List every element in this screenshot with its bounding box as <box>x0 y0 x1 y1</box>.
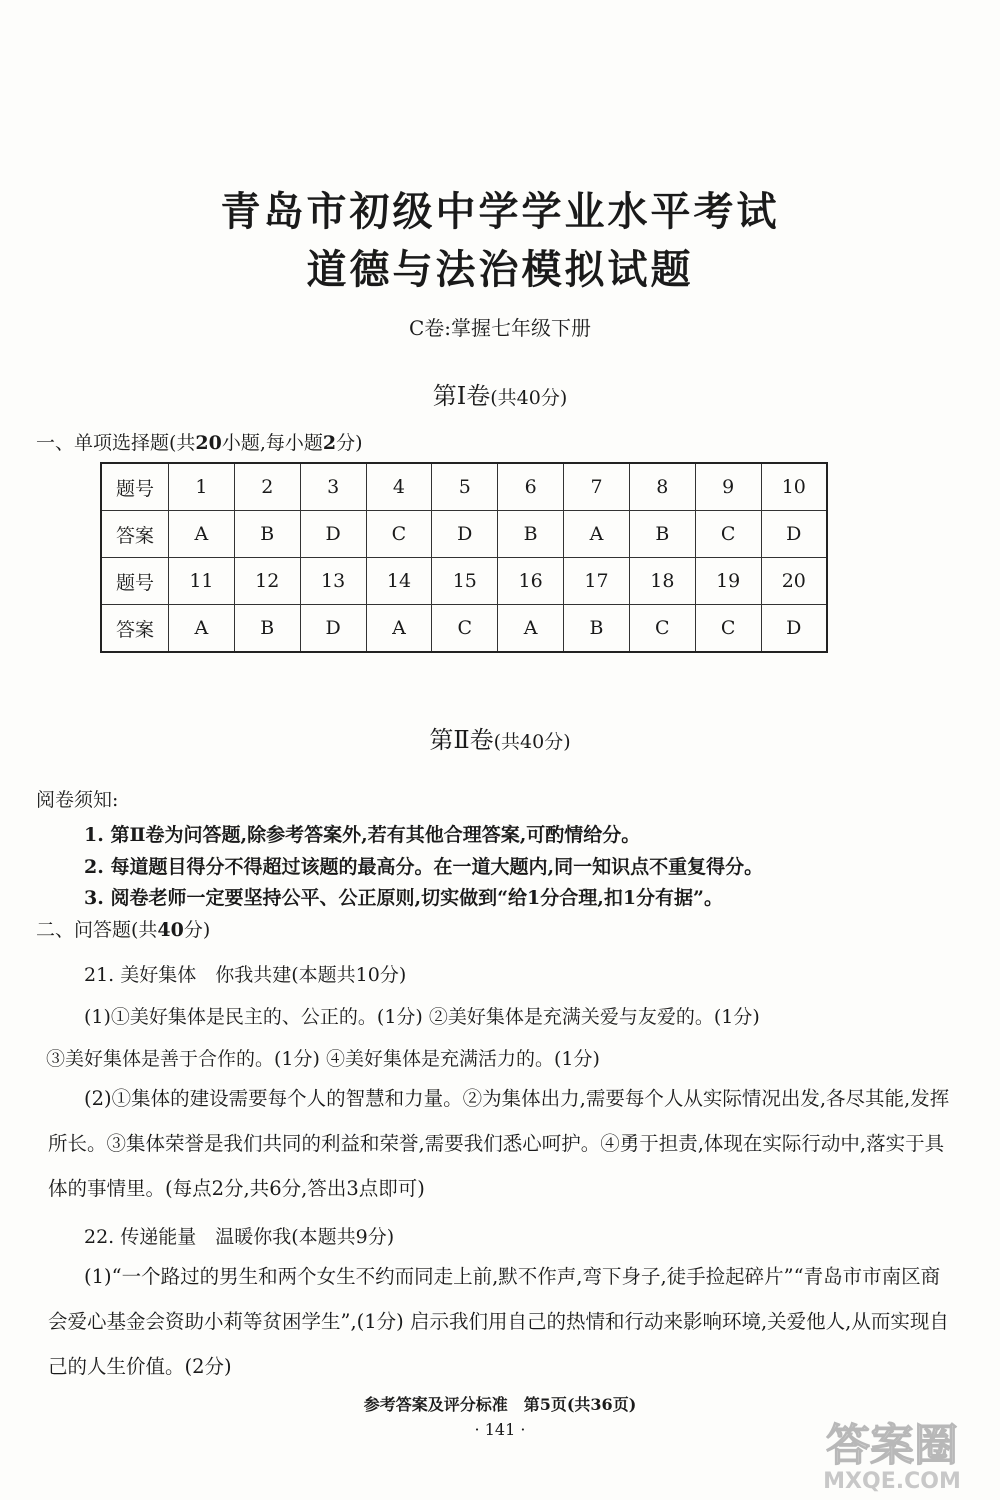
table-cell: D <box>300 605 366 653</box>
table-cell: 10 <box>761 463 827 511</box>
page-footer: 参考答案及评分标准 第5页(共36页) <box>363 1395 637 1414</box>
section1-heading: 一、单项选择题(共20小题,每小题2分) <box>36 432 363 454</box>
table-cell: C <box>695 511 761 558</box>
table-cell: 11 <box>169 558 235 605</box>
table-cell: D <box>761 511 827 558</box>
watermark-logo <box>792 1408 992 1494</box>
table-cell: 7 <box>564 463 630 511</box>
q21-answer-part1: (1)①美好集体是民主的、公正的。(1分) ②美好集体是充满关爱与友爱的。(1分) <box>84 1006 760 1028</box>
table-cell: 19 <box>695 558 761 605</box>
notice-item: 1. 第Ⅱ卷为问答题,除参考答案外,若有其他合理答案,可酌情给分。 <box>84 824 641 846</box>
table-row <box>101 511 827 558</box>
exam-subtitle: C卷:掌握七年级下册 <box>408 316 592 340</box>
notice-item: 2. 每道题目得分不得超过该题的最高分。在一道大题内,同一知识点不重复得分。 <box>84 856 764 878</box>
table-cell: C <box>366 511 432 558</box>
table-row <box>101 605 827 653</box>
q22-answer-part1: (1)“一个路过的男生和两个女生不约而同走上前,默不作声,弯下身子,徒手捡起碎片”“青岛市市南区商会爱心基金会资助小莉等贫困学生”,(1分) 启示我们用自己的热情和行动来影响环境,关爱他人,从而实现自己的人生价值。(2分) <box>48 1265 949 1378</box>
table-cell: 16 <box>498 558 564 605</box>
table-cell: B <box>498 511 564 558</box>
table-cell: 2 <box>234 463 300 511</box>
table-cell: D <box>432 511 498 558</box>
table-cell: C <box>629 605 695 653</box>
table-cell: 18 <box>629 558 695 605</box>
row-label-answer: 答案 <box>101 511 169 558</box>
volume1-heading <box>0 376 1000 411</box>
table-cell: A <box>498 605 564 653</box>
table-cell: 14 <box>366 558 432 605</box>
watermark-text: 答案圈 <box>826 1420 958 1471</box>
row-label-question: 题号 <box>101 558 169 605</box>
table-cell: 20 <box>761 558 827 605</box>
volume2-label: 第Ⅱ卷 <box>429 726 494 754</box>
table-cell: A <box>564 511 630 558</box>
table-cell: D <box>761 605 827 653</box>
exam-title-line1: 青岛市初级中学学业水平考试 <box>220 189 780 235</box>
q21-answer-part1-cont: ③美好集体是善于合作的。(1分) ④美好集体是充满活力的。(1分) <box>46 1048 600 1070</box>
volume1-score: (共40分) <box>490 387 568 409</box>
row-label-question: 题号 <box>101 463 169 511</box>
exam-title-line2: 道德与法治模拟试题 <box>306 247 694 293</box>
table-cell: 15 <box>432 558 498 605</box>
volume2-score: (共40分) <box>493 731 571 753</box>
table-cell: 6 <box>498 463 564 511</box>
table-cell: A <box>169 511 235 558</box>
q21-title: 21. 美好集体 你我共建(本题共10分) <box>84 964 407 986</box>
table-cell: A <box>169 605 235 653</box>
q22-title: 22. 传递能量 温暖你我(本题共9分) <box>84 1226 395 1248</box>
table-cell: 9 <box>695 463 761 511</box>
table-cell: 1 <box>169 463 235 511</box>
table-cell: 3 <box>300 463 366 511</box>
table-cell: 13 <box>300 558 366 605</box>
table-row <box>101 463 827 511</box>
section2-heading: 二、问答题(共40分) <box>36 919 211 941</box>
notice-heading: 阅卷须知: <box>36 789 119 811</box>
row-label-answer: 答案 <box>101 605 169 653</box>
table-cell: B <box>234 605 300 653</box>
table-cell: 8 <box>629 463 695 511</box>
q21-answer-part2: (2)①集体的建设需要每个人的智慧和力量。②为集体出力,需要每个人从实际情况出发,各尽其能,发挥所长。③集体荣誉是我们共同的利益和荣誉,需要我们悉心呵护。④勇于担责,体现在实际行动中,落实于具体的事情里。(每点2分,共6分,答出3点即可) <box>48 1087 950 1200</box>
table-cell: C <box>432 605 498 653</box>
table-cell: 17 <box>564 558 630 605</box>
table-row <box>101 558 827 605</box>
volume1-label: 第Ⅰ卷 <box>432 382 491 410</box>
table-cell: 4 <box>366 463 432 511</box>
notice-item: 3. 阅卷老师一定要坚持公平、公正原则,切实做到“给1分合理,扣1分有据”。 <box>84 887 723 909</box>
table-cell: 12 <box>234 558 300 605</box>
table-cell: B <box>564 605 630 653</box>
volume2-heading <box>0 720 1000 755</box>
table-cell: C <box>695 605 761 653</box>
table-cell: B <box>629 511 695 558</box>
table-cell: 5 <box>432 463 498 511</box>
page-number: · 141 · <box>474 1420 526 1439</box>
watermark-url: MXQE.COM <box>823 1469 961 1494</box>
table-cell: D <box>300 511 366 558</box>
table-cell: A <box>366 605 432 653</box>
table-cell: B <box>234 511 300 558</box>
answer-table <box>100 462 828 653</box>
